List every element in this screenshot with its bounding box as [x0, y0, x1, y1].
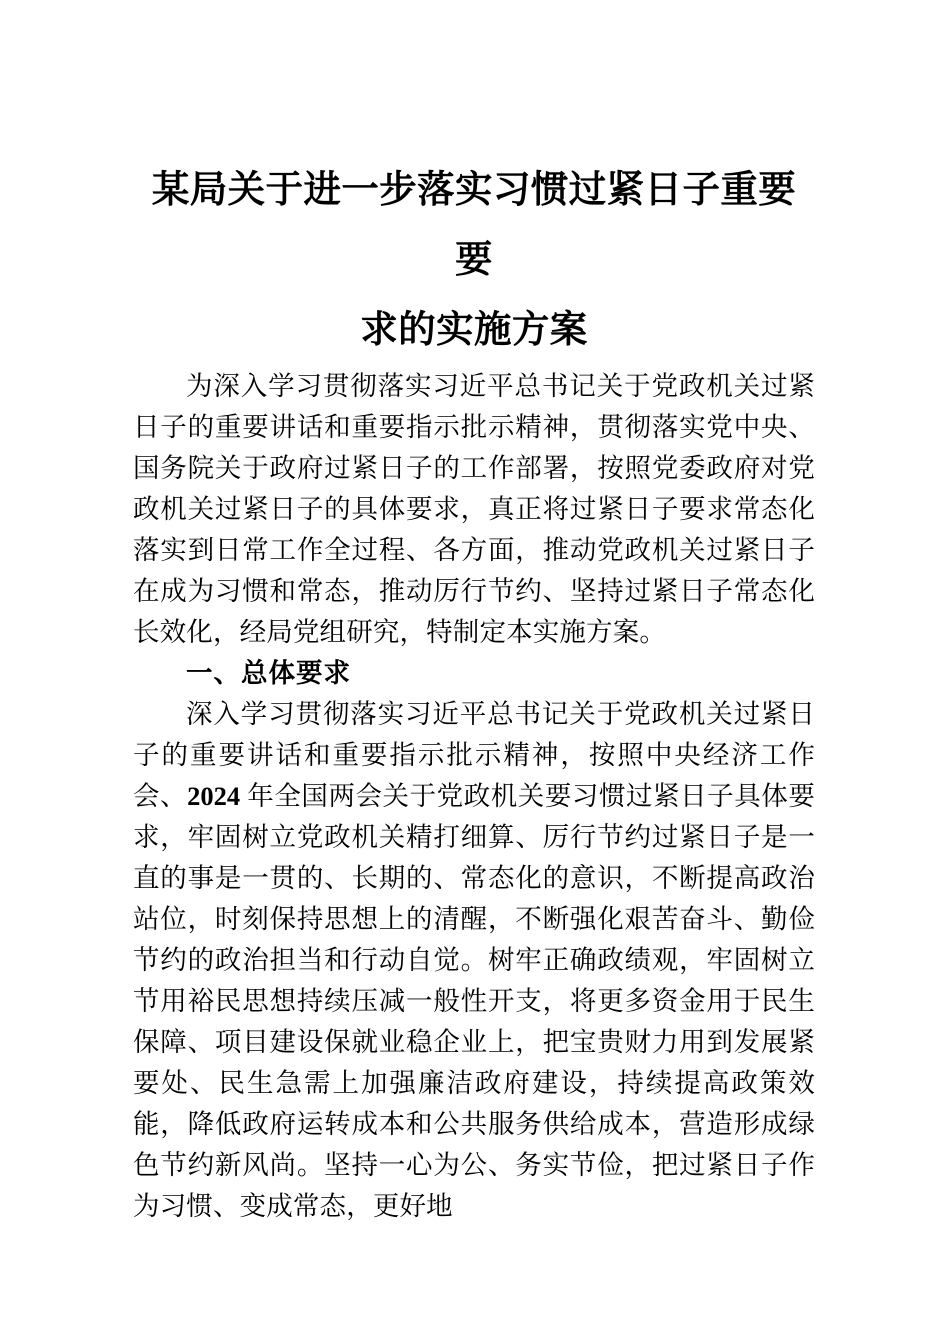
lead-paragraph: 为深入学习贯彻落实习近平总书记关于党政机关过紧日子的重要讲话和重要指示批示精神，贯彻落实党中央、国务院关于政府过紧日子的工作部署，按照党委政府对党政机关过紧日子的具体要求，真正将过紧日子要求常态化落实到日常工作全过程、各方面，推动党政机关过紧日子在成为习惯和常态，推动厉行节约、坚持过紧日子常态化长效化，经局党组研究，特制定本实施方案。: [133, 371, 815, 647]
inline-latin: 2024: [187, 781, 241, 811]
document-text-column: [133, 0, 815, 1227]
section-1-paragraph: 深入学习贯彻落实习近平总书记关于党政机关过紧日子的重要讲话和重要指示批示精神，按照中央经济工作会、2024 年全国两会关于党政机关要习惯过紧日子具体要求，牢固树立党政机关精打细算、厉行节约过紧日子是一直的事是一贯的、长期的、常态化的意识，不断提高政治站位，时刻保持思想上的清醒，不断强化艰苦奋斗、勤俭节约的政治担当和行动自觉。树牢正确政绩观，牢固树立节用裕民思想持续压减一般性开支，将更多资金用于民生保障、项目建设保就业稳企业上，把宝贵财力用到发展紧要处、民生急需上加强廉洁政府建设，持续提高政策效能，降低政府运转成本和公共服务供给成本，营造形成绿色节约新风尚。坚持一心为公、务实节俭，把过紧日子作为习惯、变成常态，更好地: [133, 699, 815, 1221]
section-heading-1: 一、总体要求: [186, 658, 351, 688]
document-title-line-2: 求的实施方案: [360, 310, 588, 351]
document-title: [133, 0, 815, 366]
document-title-line-1: 某局关于进一步落实习惯过紧日子重要要: [151, 170, 797, 281]
